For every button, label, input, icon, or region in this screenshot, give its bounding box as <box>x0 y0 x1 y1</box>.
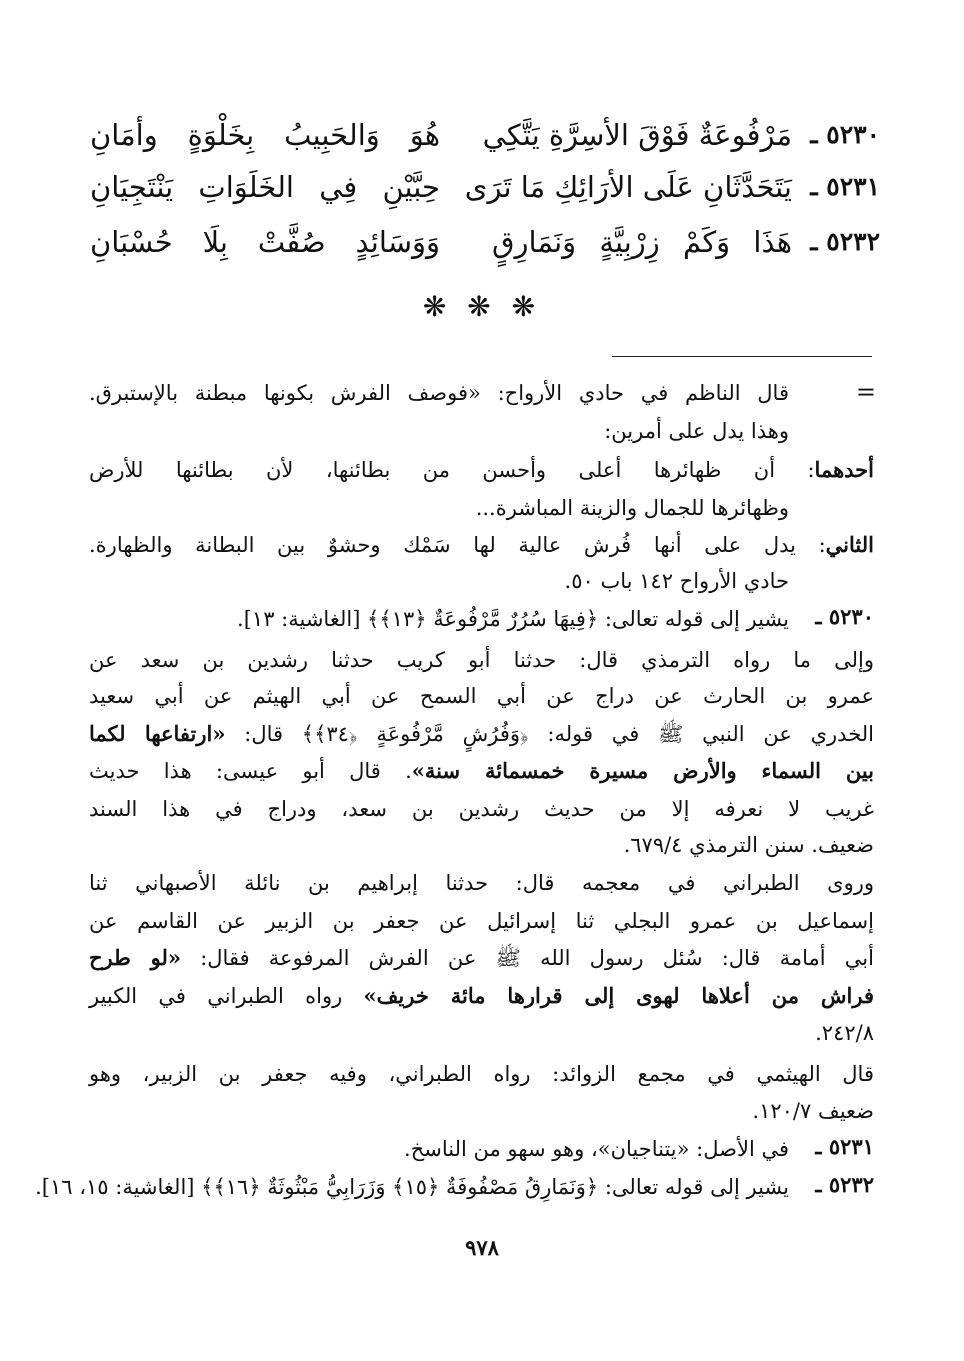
footnote-line: غريب لا نعرفه إلا من حديث رشدين بن سعد، ودراج في هذا السند <box>89 797 874 821</box>
footnote-line: ضعيف ١٢٠/٧. <box>752 1099 874 1123</box>
verse-second-hemistich: هُوَ وَالحَبِيبُ بِخَلْوَةٍ وأمَانِ <box>90 118 440 152</box>
bold-term: أحدهما <box>814 457 874 482</box>
bold-term: الثاني <box>825 532 874 557</box>
section-ornament: ❋ ❋ ❋ <box>422 290 542 323</box>
footnote-number: ٥٢٣٠ ـ <box>815 604 874 629</box>
footnote-line: حادي الأرواح ١٤٢ باب ٥٠. <box>564 569 789 593</box>
hadith-text: «لو طرح <box>89 945 182 970</box>
footnote-line: يشير إلى قوله تعالى: ﴿فِيهَا سُرُرٌ مَّرْفُوعَةٌ ﴿١٣﴾﴾ [الغاشية: ١٣]. <box>237 607 789 631</box>
verse-first-hemistich: يَتَحَدَّثَانِ عَلَى الأرَائِكِ مَا تَرَى <box>464 170 792 204</box>
verse-second-hemistich: حِبَّيْنِ فِي الخَلَوَاتِ يَنْتَجِيَانِ <box>90 170 440 204</box>
footnote-line: وروى الطبراني في معجمه قال: حدثنا إبراهيم بن نائلة الأصبهاني ثنا <box>89 871 874 895</box>
hadith-text: «ارتفاعها لكما <box>89 721 226 746</box>
footnote-line: في الأصل: «يتناجيان»، وهو سهو من الناسخ. <box>404 1137 789 1161</box>
verse-number: ٥٢٣٠ ـ <box>810 120 880 149</box>
verse-5232 <box>90 225 880 267</box>
footnote-line <box>89 981 874 1011</box>
verse-second-hemistich: وَوَسَائِدٍ صُفَّتْ بِلَا حُسْبَانِ <box>90 225 440 259</box>
footnote-number: ٥٢٣١ ـ <box>815 1134 874 1159</box>
footnote-line: إسماعيل بن عمرو البجلي ثنا إسرائيل عن جعفر بن الزبير عن القاسم عن <box>89 909 874 933</box>
footnote-text: : يدل على أنها فُرش عالية لها سَمْك وحشوٌ بين البطانة والظهارة. <box>89 533 826 557</box>
footnote-separator <box>612 356 872 357</box>
footnote-line: وهذا يدل على أمرين: <box>604 419 789 443</box>
footnote-text: أبي أمامة قال: سُئل رسول الله ﷺ عن الفرش المرفوعة فقال: <box>181 946 874 970</box>
footnote-line: ضعيف. سنن الترمذي ٦٧٩/٤. <box>623 833 874 857</box>
footnote-number: ٥٢٣٢ ـ <box>815 1172 874 1197</box>
footnote-line <box>89 719 874 749</box>
verse-number: ٥٢٣٢ ـ <box>810 227 880 256</box>
footnote-line <box>89 455 874 485</box>
footnote-text: رواه الطبراني في الكبير <box>89 984 364 1008</box>
verse-5230 <box>90 118 880 160</box>
footnote-line <box>89 756 874 786</box>
footnote-line: ٢٤٢/٨. <box>815 1021 874 1045</box>
footnote-line: قال الهيثمي في مجمع الزوائد: رواه الطبراني، وفيه جعفر بن الزبير، وهو <box>89 1062 874 1086</box>
verse-first-hemistich: هَذَا وَكَمْ زِرْبِيَّةٍ وَنَمَارِقٍ <box>492 225 792 259</box>
footnote-line: عمرو بن الحارث عن دراج عن أبي السمح عن أبي الهيثم عن أبي سعيد <box>89 684 874 708</box>
footnote-line: قال الناظم في حادي الأرواح: «فوصف الفرش بكونها مبطنة بالإستبرق. <box>89 381 789 405</box>
footnote-line: يشير إلى قوله تعالى: ﴿وَنَمَارِقُ مَصْفُوفَةٌ ﴿١٥﴾ وَزَرَابِيُّ مَبْثُوثَةٌ ﴿١٦﴾﴾ [الغاشية: ١٥، ١٦]. <box>35 1175 789 1199</box>
footnote-line: وظهائرها للجمال والزينة المباشرة... <box>475 496 789 520</box>
footnote-text: الخدري عن النبي ﷺ في قوله: ﴿وَفُرُشٍ مَّرْفُوعَةٍ ﴿٣٤﴾﴾ قال: <box>225 722 874 746</box>
verse-number: ٥٢٣١ ـ <box>810 172 880 201</box>
continuation-mark: = <box>855 378 876 406</box>
verse-first-hemistich: مَرْفُوعَةٌ فَوْقَ الأسِرَّةِ يَتَّكِي <box>482 118 792 152</box>
footnote-line <box>89 943 874 973</box>
page-number: ٩٧٨ <box>465 1235 499 1260</box>
verse-5231 <box>90 170 880 212</box>
hadith-text: فراش من أعلاها لهوى إلى قرارها مائة خريف» <box>363 983 874 1008</box>
footnote-line <box>89 530 874 560</box>
footnote-line: وإلى ما رواه الترمذي قال: حدثنا أبو كريب حدثنا رشدين بن سعد عن <box>89 648 874 672</box>
footnote-text: : أن ظهائرها أعلى وأحسن من بطائنها، لأن بطائنها للأرض <box>89 458 815 482</box>
hadith-text: بين السماء والأرض مسيرة خمسمائة سنة» <box>411 758 875 783</box>
footnote-text: . قال أبو عيسى: هذا حديث <box>89 759 412 783</box>
